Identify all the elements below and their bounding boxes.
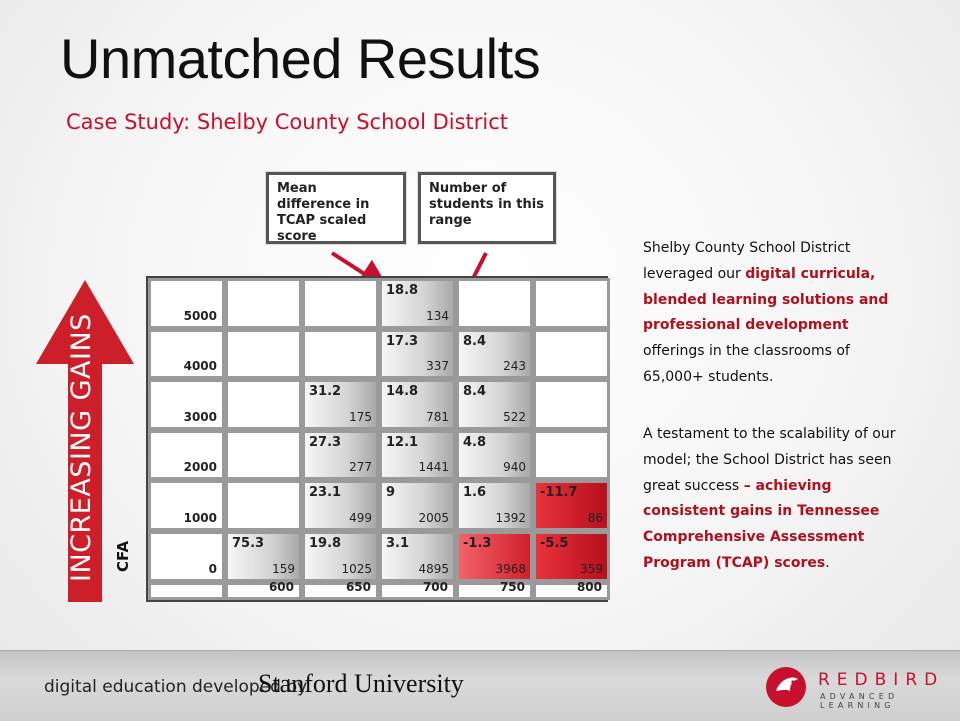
mean-difference-value: 9 [386, 485, 396, 501]
mean-difference-value: -5.5 [540, 536, 569, 551]
body-text: A testament to the scalability of our model; the School District has seen great success [643, 426, 896, 494]
empty-cell [225, 278, 302, 329]
data-cell [302, 379, 379, 430]
column-label: 700 [422, 579, 448, 594]
data-cell [379, 480, 456, 531]
empty-cell [533, 278, 610, 329]
slide-title: Unmatched Results [60, 27, 541, 90]
data-cell [302, 430, 379, 481]
results-grid [146, 276, 608, 602]
data-cell [225, 531, 302, 582]
student-count-value: 1025 [341, 561, 372, 576]
row-label-cell [148, 480, 225, 531]
data-cell [456, 379, 533, 430]
brand-tagline: ADVANCED LEARNING [820, 692, 899, 710]
student-count-value: 243 [503, 359, 526, 374]
data-cell [379, 379, 456, 430]
mean-difference-value: 17.3 [386, 333, 419, 349]
student-count-value: 175 [349, 409, 372, 424]
row-label: 0 [208, 561, 217, 576]
highlighted-text: – achieving consistent gains in Tennessee Comprehensive Assessment Program (TCAP) scores [643, 477, 880, 571]
data-cell [379, 430, 456, 481]
mean-difference-value: 75.3 [232, 536, 265, 551]
data-cell [456, 329, 533, 380]
footer-institution: Stanford University [258, 669, 464, 698]
empty-cell [225, 329, 302, 380]
callout-mean-difference: Mean difference in TCAP scaled score [266, 172, 406, 244]
body-text: Shelby County School District leveraged our [643, 240, 851, 282]
increasing-gains-label: INCREASING GAINS [66, 313, 97, 582]
student-count-value: 134 [426, 308, 449, 323]
empty-cell [533, 379, 610, 430]
row-label: 1000 [183, 510, 217, 525]
data-cell [302, 480, 379, 531]
row-label: 4000 [183, 359, 217, 374]
row-label-cell [148, 430, 225, 481]
student-count-value: 1392 [495, 510, 526, 525]
column-label: 650 [345, 579, 371, 594]
student-count-value: 781 [426, 409, 449, 424]
student-count-value: 2005 [418, 510, 449, 525]
column-label: 600 [268, 579, 294, 594]
empty-cell [302, 278, 379, 329]
footer-bar [0, 650, 960, 721]
mean-difference-value: -1.3 [463, 536, 492, 551]
student-count-value: 159 [272, 561, 295, 576]
column-label: 800 [576, 579, 602, 594]
student-count-value: 522 [503, 409, 526, 424]
corner-cell [148, 582, 225, 600]
mean-difference-value: 18.8 [386, 283, 419, 298]
mean-difference-value: -11.7 [540, 485, 578, 501]
data-cell [379, 329, 456, 380]
row-label-cell [148, 278, 225, 329]
empty-cell [456, 278, 533, 329]
mean-difference-value: 4.8 [463, 434, 487, 450]
description-paragraph-2 [643, 422, 901, 577]
data-cell [456, 430, 533, 481]
student-count-value: 499 [349, 510, 372, 525]
data-cell [533, 531, 610, 582]
column-label-cell [456, 579, 533, 600]
student-count-value: 359 [580, 561, 603, 576]
empty-cell [533, 329, 610, 380]
callout-student-count: Number of students in this range [418, 172, 556, 244]
row-label: 2000 [183, 460, 217, 475]
empty-cell [302, 329, 379, 380]
column-label: 750 [499, 579, 525, 594]
empty-cell [225, 480, 302, 531]
student-count-value: 940 [503, 460, 526, 475]
row-label: 5000 [183, 308, 217, 323]
data-cell [456, 480, 533, 531]
empty-cell [225, 379, 302, 430]
brand-name: REDBIRD [818, 670, 945, 690]
row-label-cell [148, 329, 225, 380]
data-cell [379, 531, 456, 582]
body-text: offerings in the classrooms of 65,000+ students. [643, 343, 850, 385]
row-label-cell [148, 531, 225, 582]
row-label-cell [148, 379, 225, 430]
body-text: . [825, 554, 830, 571]
row-label: 3000 [183, 409, 217, 424]
mean-difference-value: 3.1 [386, 536, 410, 551]
column-label-cell [302, 579, 379, 600]
mean-difference-value: 31.2 [309, 384, 342, 400]
redbird-logo-icon [764, 665, 808, 709]
mean-difference-value: 12.1 [386, 434, 419, 450]
data-cell [302, 531, 379, 582]
student-count-value: 3968 [495, 561, 526, 576]
student-count-value: 86 [587, 510, 603, 525]
mean-difference-value: 14.8 [386, 384, 419, 400]
footer-prefix: digital education developed by [44, 677, 308, 697]
data-cell [533, 480, 610, 531]
mean-difference-value: 27.3 [309, 434, 342, 450]
student-count-value: 337 [426, 359, 449, 374]
data-cell [379, 278, 456, 329]
empty-cell [225, 430, 302, 481]
column-label-cell [379, 579, 456, 600]
mean-difference-value: 1.6 [463, 485, 487, 501]
student-count-value: 1441 [418, 460, 449, 475]
student-count-value: 4895 [418, 561, 449, 576]
data-cell [456, 531, 533, 582]
highlighted-text: digital curricula, blended learning solutions and professional development [643, 265, 889, 334]
column-label-cell [225, 579, 302, 600]
description-paragraph-1 [643, 236, 901, 391]
mean-difference-value: 23.1 [309, 485, 342, 501]
mean-difference-value: 19.8 [309, 536, 342, 551]
mean-difference-value: 8.4 [463, 384, 487, 400]
mean-difference-value: 8.4 [463, 333, 487, 349]
student-count-value: 277 [349, 460, 372, 475]
slide-subtitle: Case Study: Shelby County School District [66, 110, 509, 134]
column-label-cell [533, 579, 610, 600]
cfa-axis-label: CFA [114, 540, 132, 572]
empty-cell [533, 430, 610, 481]
